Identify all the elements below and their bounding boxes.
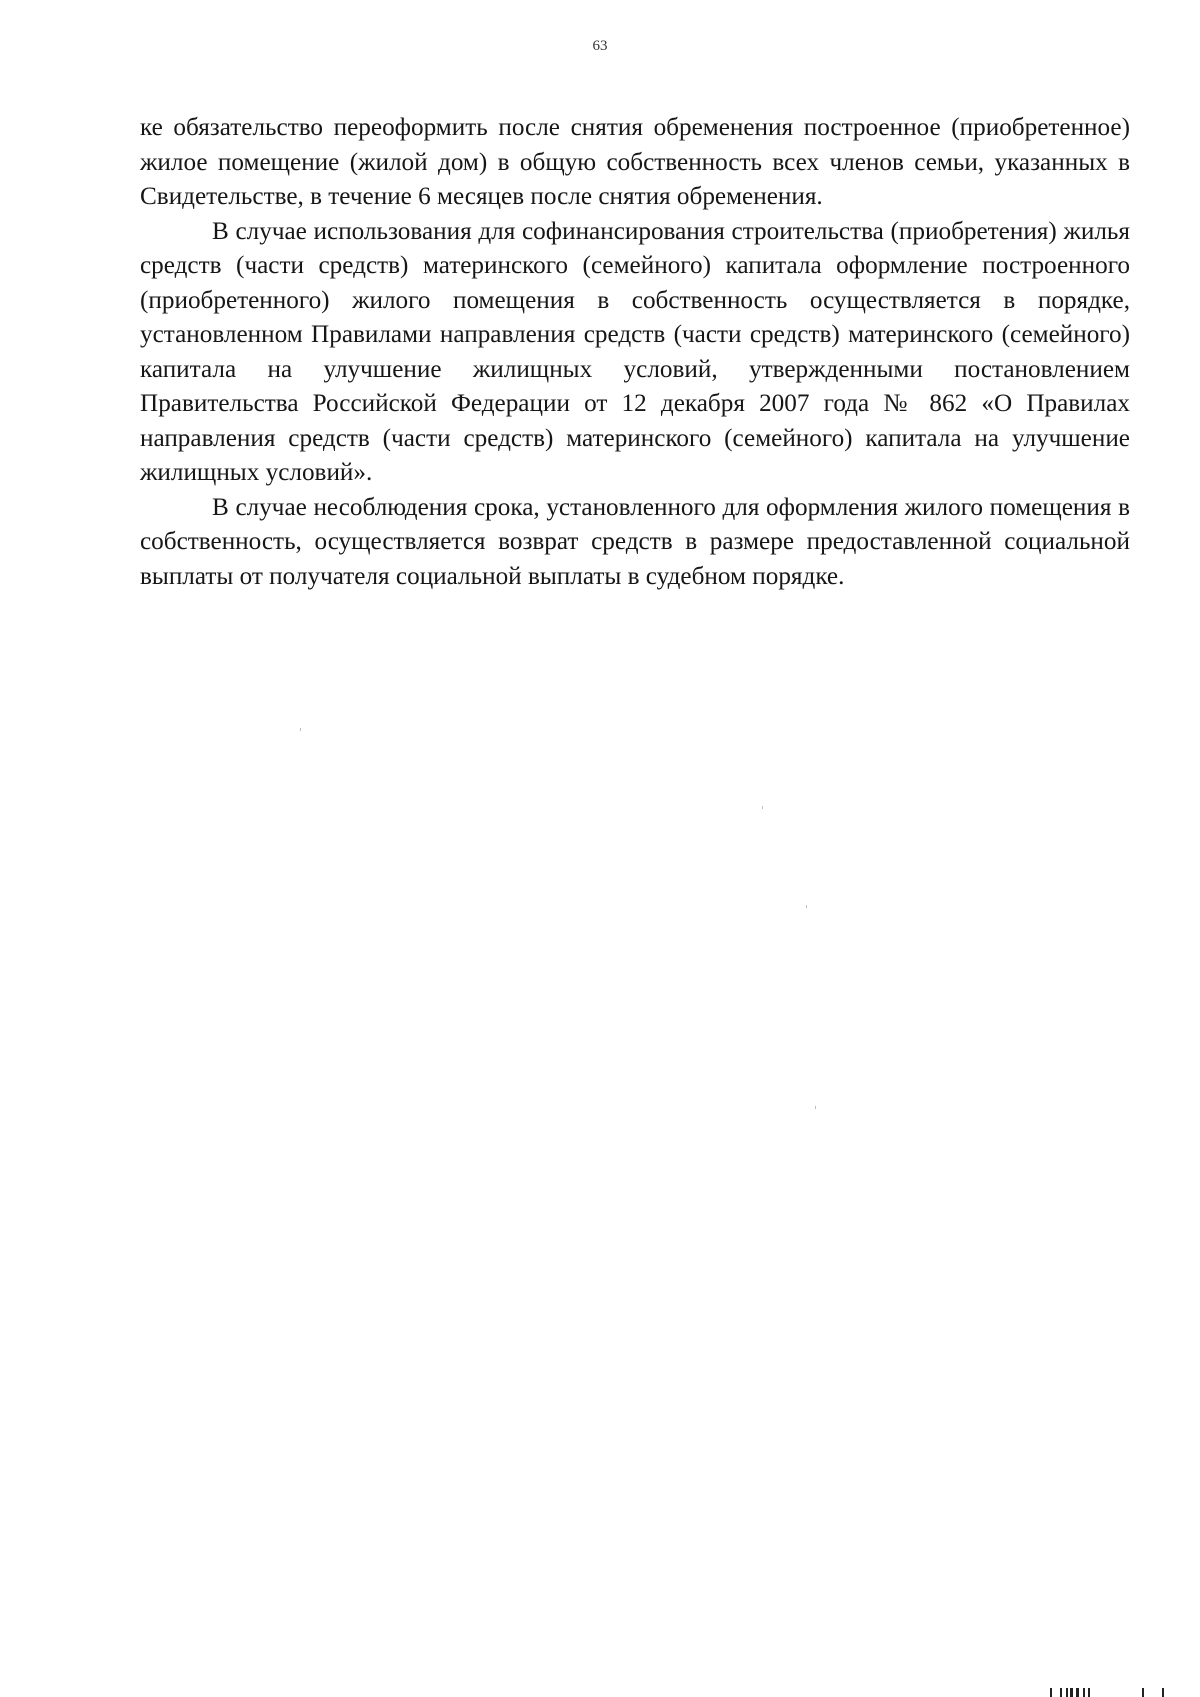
paragraph-1: ке обязательство переоформить после снятия обременения построенное (приобретенное) жилое помещение (жилой дом) в общую собственность всех членов семьи, указанных в Свидетельстве, в течение 6 месяцев после снятия обременения.: [140, 114, 1130, 210]
page-number: 63: [592, 38, 608, 54]
scan-speck: [815, 1106, 816, 1109]
scan-speck: [762, 806, 763, 809]
paragraph-2: В случае использования для софинансирования строительства (приобретения) жилья средств (части средств) материнского (семейного) капитала оформление построенного (приобретенного) жилого помещения в собственность осуществляется в порядке, установленном Правилами направления средств (части средств) материнского (семейного) капитала на улучшение жилищных условий, утвержденными постановлением Правительства Российской Федерации от 12 декабря 2007 года № 862 «О Правилах направления средств (части средств) материнского (семейного) капитала на улучшение жилищных условий».: [140, 217, 1130, 486]
paragraph-3: В случае несоблюдения срока, установленного для оформления жилого помещения в собственность, осуществляется возврат средств в размере предоставленной социальной выплаты от получателя социальной выплаты в судебном порядке.: [140, 493, 1130, 590]
document-body: [140, 111, 1130, 594]
scan-speck: [300, 728, 301, 731]
scan-edge-marks: [1050, 1687, 1180, 1697]
scan-speck: [806, 905, 807, 908]
